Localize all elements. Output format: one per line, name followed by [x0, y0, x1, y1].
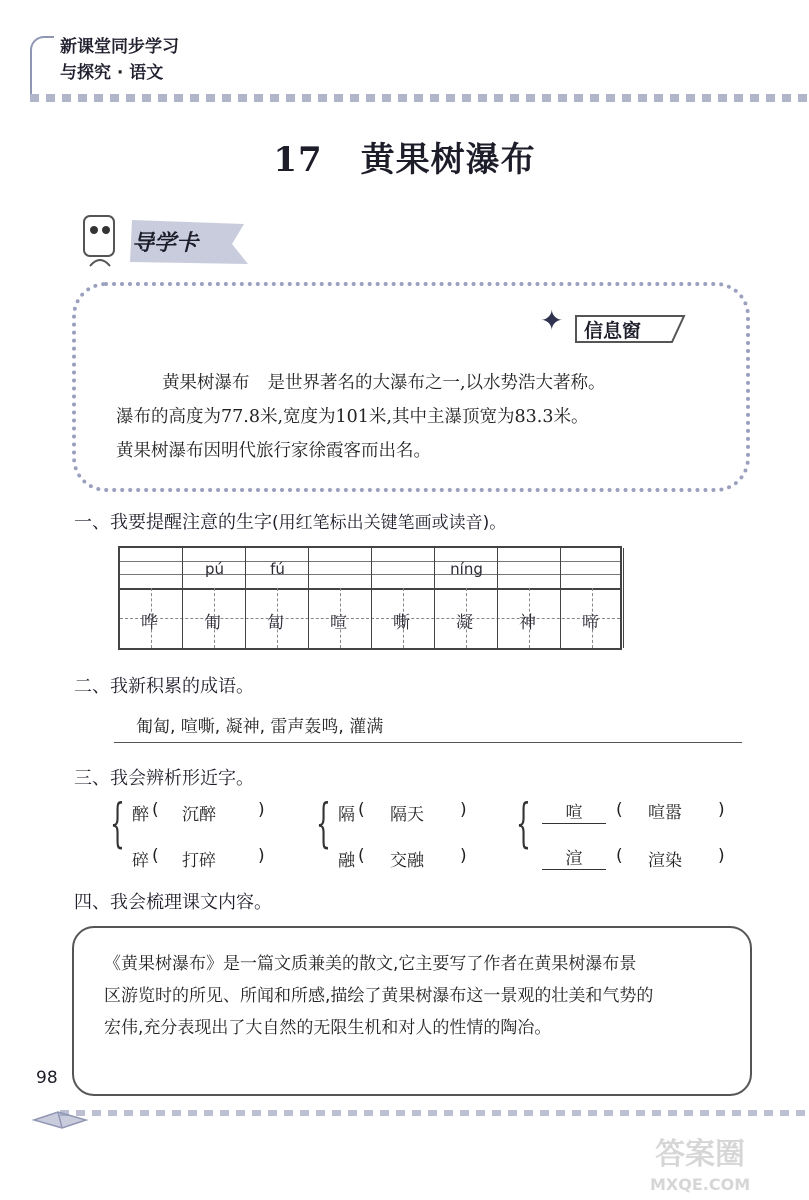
- group1-word-b: 打碎: [182, 851, 216, 871]
- group2-paren-a-open: (: [358, 800, 365, 820]
- brace-2: {: [316, 794, 331, 854]
- section1-heading-row: [74, 508, 506, 534]
- idioms-answer: 匍匐, 喧嘶, 凝神, 雷声轰鸣, 灌满: [136, 717, 384, 737]
- character-grid: [118, 546, 622, 650]
- pinyin-6: níng: [450, 560, 483, 578]
- header-corner-decoration: [30, 36, 54, 94]
- group2-char-a: 隔: [338, 805, 355, 825]
- group1-paren-b-close: ): [258, 846, 265, 866]
- info-line2: 瀑布的高度为77.8米,宽度为101米,其中主瀑顶宽为83.3米。: [116, 407, 589, 427]
- group3-word-a: 喧嚣: [648, 803, 682, 823]
- grid-char-4: 喧: [330, 613, 347, 633]
- summary-line3: 宏伟,充分表现出了大自然的无限生机和对人的性情的陶冶。: [104, 1018, 552, 1038]
- group2-char-b: 融: [338, 851, 355, 871]
- summary-line2: 区游览时的所见、所闻和所感,描绘了黄果树瀑布这一景观的壮美和气势的: [104, 986, 654, 1006]
- info-term: 黄果树瀑布: [162, 373, 250, 393]
- grid-char-2: 匍: [204, 613, 221, 633]
- group1-char-a: 醉: [132, 805, 149, 825]
- group2-word-b: 交融: [390, 851, 424, 871]
- section1-heading: 一、我要提醒注意的生字: [74, 512, 272, 533]
- series-title-line2: 与探究 · 语文: [60, 63, 164, 83]
- lesson-title: [0, 132, 809, 181]
- group3-paren-b-close: ): [718, 846, 725, 866]
- grid-char-1: 哗: [141, 613, 158, 633]
- watermark-big: 答案圈: [655, 1137, 746, 1172]
- header-stripe: [30, 94, 809, 102]
- section1-note: (用红笔标出关键笔画或读音)。: [272, 513, 507, 533]
- group3-char-a: 喧: [542, 798, 606, 824]
- group3-word-b: 渲染: [648, 851, 682, 871]
- page-number: 98: [36, 1068, 58, 1088]
- group3-paren-b-open: (: [616, 846, 623, 866]
- watermark: [650, 1137, 751, 1200]
- grid-char-6: 凝: [456, 613, 473, 633]
- answer-line: [114, 742, 742, 743]
- section4-heading: 四、我会梳理课文内容。: [74, 892, 272, 913]
- group1-paren-a-open: (: [152, 800, 159, 820]
- series-title: [60, 34, 179, 86]
- grid-char-8: 啼: [582, 613, 599, 633]
- group1-word-a: 沉醉: [182, 805, 216, 825]
- summary-line1: 《黄果树瀑布》是一篇文质兼美的散文,它主要写了作者在黄果树瀑布景: [104, 954, 637, 974]
- group1-paren-a-close: ): [258, 800, 265, 820]
- grid-char-5: 嘶: [393, 613, 410, 633]
- info-window-text: [116, 366, 726, 468]
- info-line1: [116, 366, 726, 400]
- star-icon: ✦: [540, 304, 564, 337]
- info-window-label: 信息窗: [584, 320, 642, 342]
- summary-text: [104, 948, 744, 1044]
- group1-paren-b-open: (: [152, 846, 159, 866]
- section3-heading: 三、我会辨析形近字。: [74, 768, 254, 789]
- brace-3: {: [516, 794, 531, 854]
- group1-char-b: 碎: [132, 851, 149, 871]
- info-line3: 黄果树瀑布因明代旅行家徐霞客而出名。: [116, 441, 431, 461]
- grid-char-7: 神: [519, 613, 536, 633]
- series-title-line1: 新课堂同步学习: [60, 37, 179, 57]
- group3-paren-a-open: (: [616, 800, 623, 820]
- pinyin-2: pú: [204, 560, 225, 578]
- group2-paren-b-open: (: [358, 846, 365, 866]
- footer-stripe: [60, 1110, 809, 1116]
- group2-word-a: 隔天: [390, 805, 424, 825]
- group3-char-b: 渲: [542, 844, 606, 870]
- brace-1: {: [110, 794, 125, 854]
- section2-heading: 二、我新积累的成语。: [74, 676, 254, 697]
- group2-paren-a-close: ): [460, 800, 467, 820]
- group2-paren-b-close: ): [460, 846, 467, 866]
- guide-card-label: 导学卡: [132, 231, 199, 256]
- lesson-name: 黄果树瀑布: [360, 140, 536, 180]
- group3-paren-a-close: ): [718, 800, 725, 820]
- watermark-small: MXQE.COM: [650, 1175, 751, 1194]
- info-line1-rest: 是世界著名的大瀑布之一,以水势浩大著称。: [267, 373, 606, 393]
- robot-icon: [84, 216, 114, 256]
- grid-char-3: 匐: [267, 613, 284, 633]
- pinyin-3: fú: [270, 560, 285, 578]
- lesson-number: 17: [273, 140, 323, 180]
